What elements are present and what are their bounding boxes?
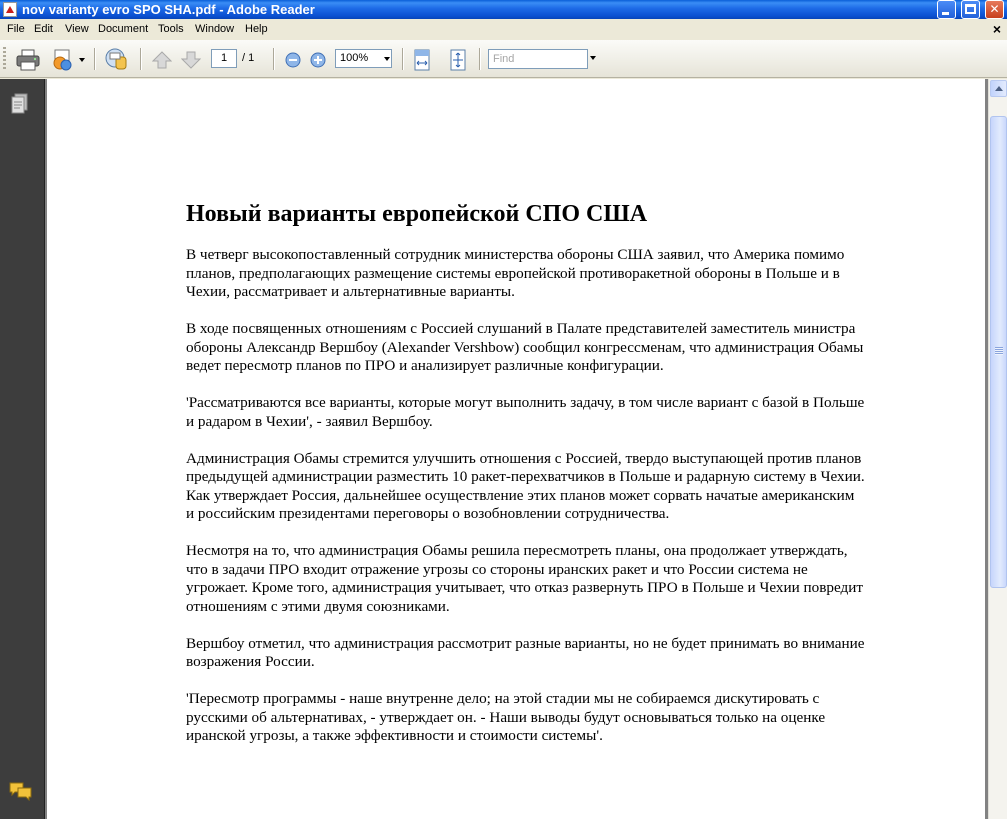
navigation-pane (0, 79, 45, 819)
toolbar-separator (479, 48, 481, 70)
article-title: Новый варианты европейской СПО США (186, 201, 648, 227)
maximize-button[interactable] (961, 0, 980, 19)
menu-file[interactable]: File (7, 23, 25, 35)
article (186, 199, 866, 764)
close-button[interactable] (985, 0, 1004, 19)
fit-width-icon[interactable] (413, 49, 431, 71)
document-view[interactable] (45, 79, 988, 819)
minimize-icon (942, 12, 949, 15)
zoom-out-icon[interactable] (285, 52, 301, 68)
maximize-icon (965, 4, 976, 14)
scroll-up-button[interactable] (990, 80, 1007, 97)
article-paragraph: В четверг высокопоставленный сотрудник министерства обороны США заявил, что Америка помимо планов, предполагающих размещение системы европейской противоракетной обороны в Польше и в Чехии, рассматривает и альтернативные варианты. (186, 246, 845, 300)
page-total-label: / 1 (242, 52, 255, 64)
window-title: nov varianty evro SPO SHA.pdf - Adobe Reader (22, 2, 315, 17)
toolbar-grip[interactable] (3, 47, 6, 71)
pdf-page[interactable] (47, 79, 985, 819)
menu-document[interactable]: Document (98, 23, 149, 35)
arrow-up-icon[interactable] (152, 51, 172, 69)
article-paragraph: Администрация Обамы стремится улучшить отношения с Россией, твердо выступающей против планов предыдущей администрации разместить 10 ракет-перехватчиков в Польше и радарную систему в Чехии. Как утверждает Россия, дальнейшее осуществление этих планов может сорвать начатые американским и российским президентами переговоры о возобновлении сотрудничества. (186, 449, 865, 522)
article-paragraph: Несмотря на то, что администрация Обамы решила пересмотреть планы, она продолжает утверждать, что в задачи ПРО входит отражение угрозы со стороны иранских ракет и что России система не угрожает. Кроме того, администрация учитывает, что отказ развернуть ПРО в Польше и Чехии повредит отношениям с этими двумя союзниками. (186, 542, 864, 615)
email-dropdown[interactable] (79, 56, 86, 63)
toolbar-separator (94, 48, 96, 70)
zoom-level-input[interactable]: 100% (335, 49, 383, 68)
minimize-button[interactable] (937, 0, 956, 19)
fit-page-icon[interactable] (449, 49, 467, 71)
article-paragraph: 'Пересмотр программы - наше внутренне дело; на этой стадии мы не собираемся дискутировать с русскими об альтернативах, - утверждает он. - Наши выводы будут основываться только на оценке иранской угрозы, а также эффективности и стоимости системы'. (186, 690, 826, 744)
menu-window[interactable]: Window (195, 23, 235, 35)
adobe-reader-icon (3, 2, 17, 17)
toolbar-separator (140, 48, 142, 70)
page-number-input[interactable]: 1 (211, 49, 237, 68)
article-paragraph: В ходе посвященных отношениям с Россией слушаний в Палате представителей заместитель министра обороны Александр Вершбоу (Alexander Vershbow) сообщил конгрессменам, что администрация Обамы ведет пересмотр планов по ПРО и анализирует различные конфигурации. (186, 320, 864, 374)
menu-help[interactable]: Help (245, 23, 268, 35)
arrow-down-icon[interactable] (181, 51, 201, 69)
zoom-in-icon[interactable] (310, 52, 326, 68)
toolbar-separator (273, 48, 275, 70)
scrollbar-thumb[interactable] (990, 116, 1007, 588)
vertical-scrollbar[interactable] (988, 79, 1007, 819)
printer-icon[interactable] (16, 49, 40, 71)
article-paragraph: 'Рассматриваются все варианты, которые могут выполнить задачу, в том числе вариант с базой в Польше и радаром в Чехии', - заявил Вершбоу. (186, 394, 865, 430)
zoom-dropdown[interactable] (382, 49, 392, 68)
toolbar-separator (402, 48, 404, 70)
comments-panel-icon[interactable] (9, 781, 32, 801)
menu-view[interactable]: View (65, 23, 89, 35)
document-close-button[interactable]: × (992, 21, 1001, 37)
hand-tool-icon[interactable] (104, 47, 130, 73)
menu-edit[interactable]: Edit (34, 23, 53, 35)
find-input[interactable]: Find (488, 49, 588, 69)
find-dropdown[interactable] (588, 49, 598, 69)
title-bar (0, 0, 1007, 19)
menu-tools[interactable]: Tools (158, 23, 184, 35)
close-icon: ✕ (989, 2, 1000, 16)
article-paragraph: Вершбоу отметил, что администрация рассмотрит разные варианты, но не будет принимать во внимание возражения России. (186, 634, 865, 670)
email-icon[interactable] (51, 48, 75, 72)
pages-panel-icon[interactable] (11, 93, 28, 114)
scrollbar-grip (995, 347, 1003, 355)
menu-bar (0, 19, 1007, 40)
toolbar (0, 40, 1007, 78)
